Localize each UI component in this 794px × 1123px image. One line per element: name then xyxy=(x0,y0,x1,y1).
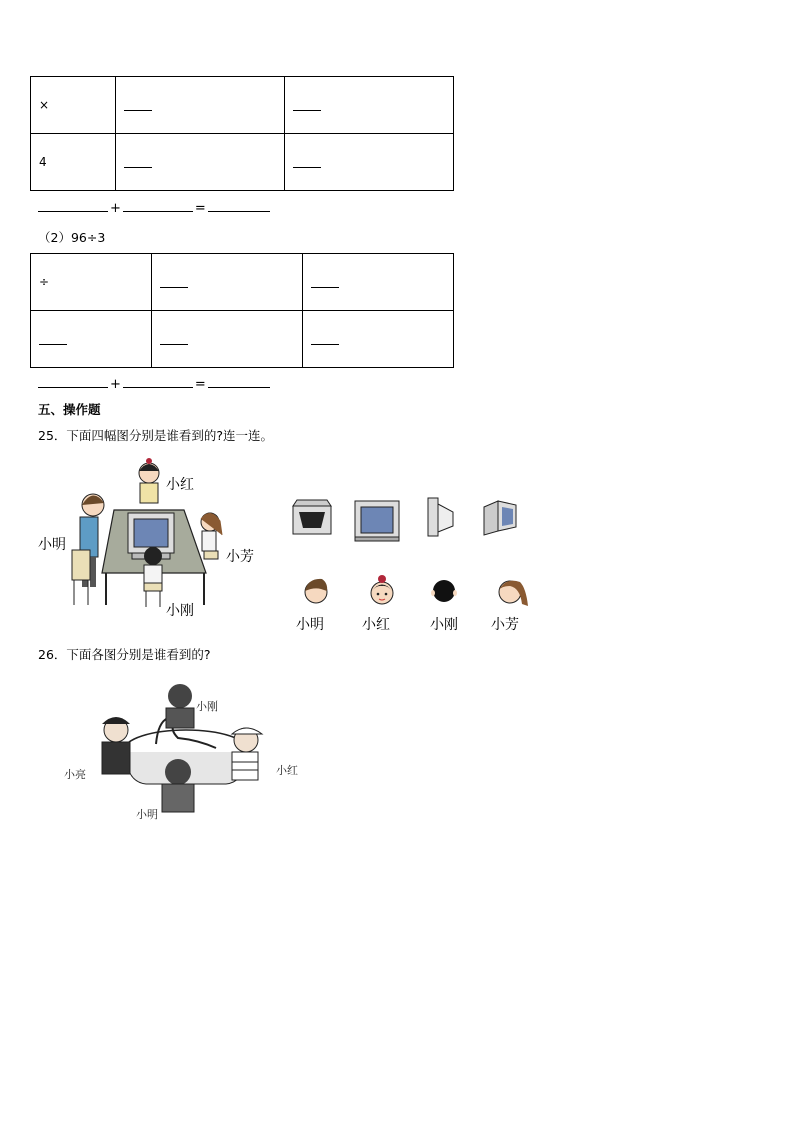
answer-blank[interactable] xyxy=(160,277,188,288)
cell-text: 4 xyxy=(39,155,47,169)
table-row xyxy=(31,134,454,191)
answer-blank[interactable] xyxy=(160,334,188,345)
answer-cell[interactable] xyxy=(285,134,454,191)
child-name-ming: 小明 xyxy=(296,617,324,633)
answer-blank[interactable] xyxy=(311,334,339,345)
child-head-hong xyxy=(368,573,396,609)
answer-blank[interactable] xyxy=(123,374,193,388)
child-name-fang: 小芳 xyxy=(491,617,519,633)
question-26-text: 26．下面各图分别是谁看到的? xyxy=(38,647,211,662)
section-heading: 五、操作题 xyxy=(38,402,101,417)
child-name-hong: 小红 xyxy=(362,617,390,633)
table-row xyxy=(31,311,454,368)
plus-sign: + xyxy=(110,201,121,216)
table-cell xyxy=(31,77,116,134)
answer-blank[interactable] xyxy=(38,374,108,388)
answer-cell[interactable] xyxy=(152,254,303,311)
question-2-label: （2）96÷3 xyxy=(38,230,106,245)
multiplication-table xyxy=(30,76,454,191)
child-head-ming xyxy=(302,575,330,609)
scene-label-right: 小芳 xyxy=(226,549,254,565)
equals-sign: = xyxy=(194,201,206,216)
answer-blank[interactable] xyxy=(311,277,339,288)
table-cell xyxy=(31,254,152,311)
classroom-scene-illustration xyxy=(66,455,226,615)
table-row xyxy=(31,254,454,311)
division-table xyxy=(30,253,454,368)
equals-sign: = xyxy=(194,377,206,392)
answer-blank[interactable] xyxy=(293,157,321,168)
cell-text: × xyxy=(39,98,50,112)
answer-blank[interactable] xyxy=(39,334,67,345)
monitor-side-view[interactable] xyxy=(425,496,457,540)
answer-blank[interactable] xyxy=(123,198,193,212)
monitor-front-view[interactable] xyxy=(353,499,401,543)
answer-blank[interactable] xyxy=(208,198,270,212)
answer-cell[interactable] xyxy=(303,254,454,311)
equation-line xyxy=(38,374,270,394)
q26-label-top: 小刚 xyxy=(196,700,218,713)
answer-blank[interactable] xyxy=(293,100,321,111)
answer-cell[interactable] xyxy=(31,311,152,368)
monitor-back-view[interactable] xyxy=(291,498,333,538)
plus-sign: + xyxy=(110,377,121,392)
answer-cell[interactable] xyxy=(116,134,285,191)
q26-label-bottom: 小明 xyxy=(136,808,158,821)
scene-label-top: 小红 xyxy=(166,477,194,493)
q26-label-left: 小亮 xyxy=(64,768,86,781)
question-25-text: 25．下面四幅图分别是谁看到的?连一连。 xyxy=(38,428,274,443)
answer-blank[interactable] xyxy=(124,100,152,111)
q26-label-right: 小红 xyxy=(276,764,298,777)
table-cell xyxy=(31,134,116,191)
answer-cell[interactable] xyxy=(116,77,285,134)
child-name-gang: 小刚 xyxy=(430,617,458,633)
answer-blank[interactable] xyxy=(38,198,108,212)
answer-blank[interactable] xyxy=(124,157,152,168)
cell-text: ÷ xyxy=(39,275,50,289)
scene-label-left: 小明 xyxy=(38,537,66,553)
child-head-gang xyxy=(430,574,458,608)
scene-label-bottom: 小刚 xyxy=(166,603,194,619)
answer-blank[interactable] xyxy=(208,374,270,388)
equation-line xyxy=(38,198,270,218)
answer-cell[interactable] xyxy=(303,311,454,368)
table-row xyxy=(31,77,454,134)
children-around-table-illustration xyxy=(86,682,286,822)
child-head-fang xyxy=(496,574,532,612)
answer-cell[interactable] xyxy=(285,77,454,134)
answer-cell[interactable] xyxy=(152,311,303,368)
monitor-angled-view[interactable] xyxy=(480,497,520,539)
